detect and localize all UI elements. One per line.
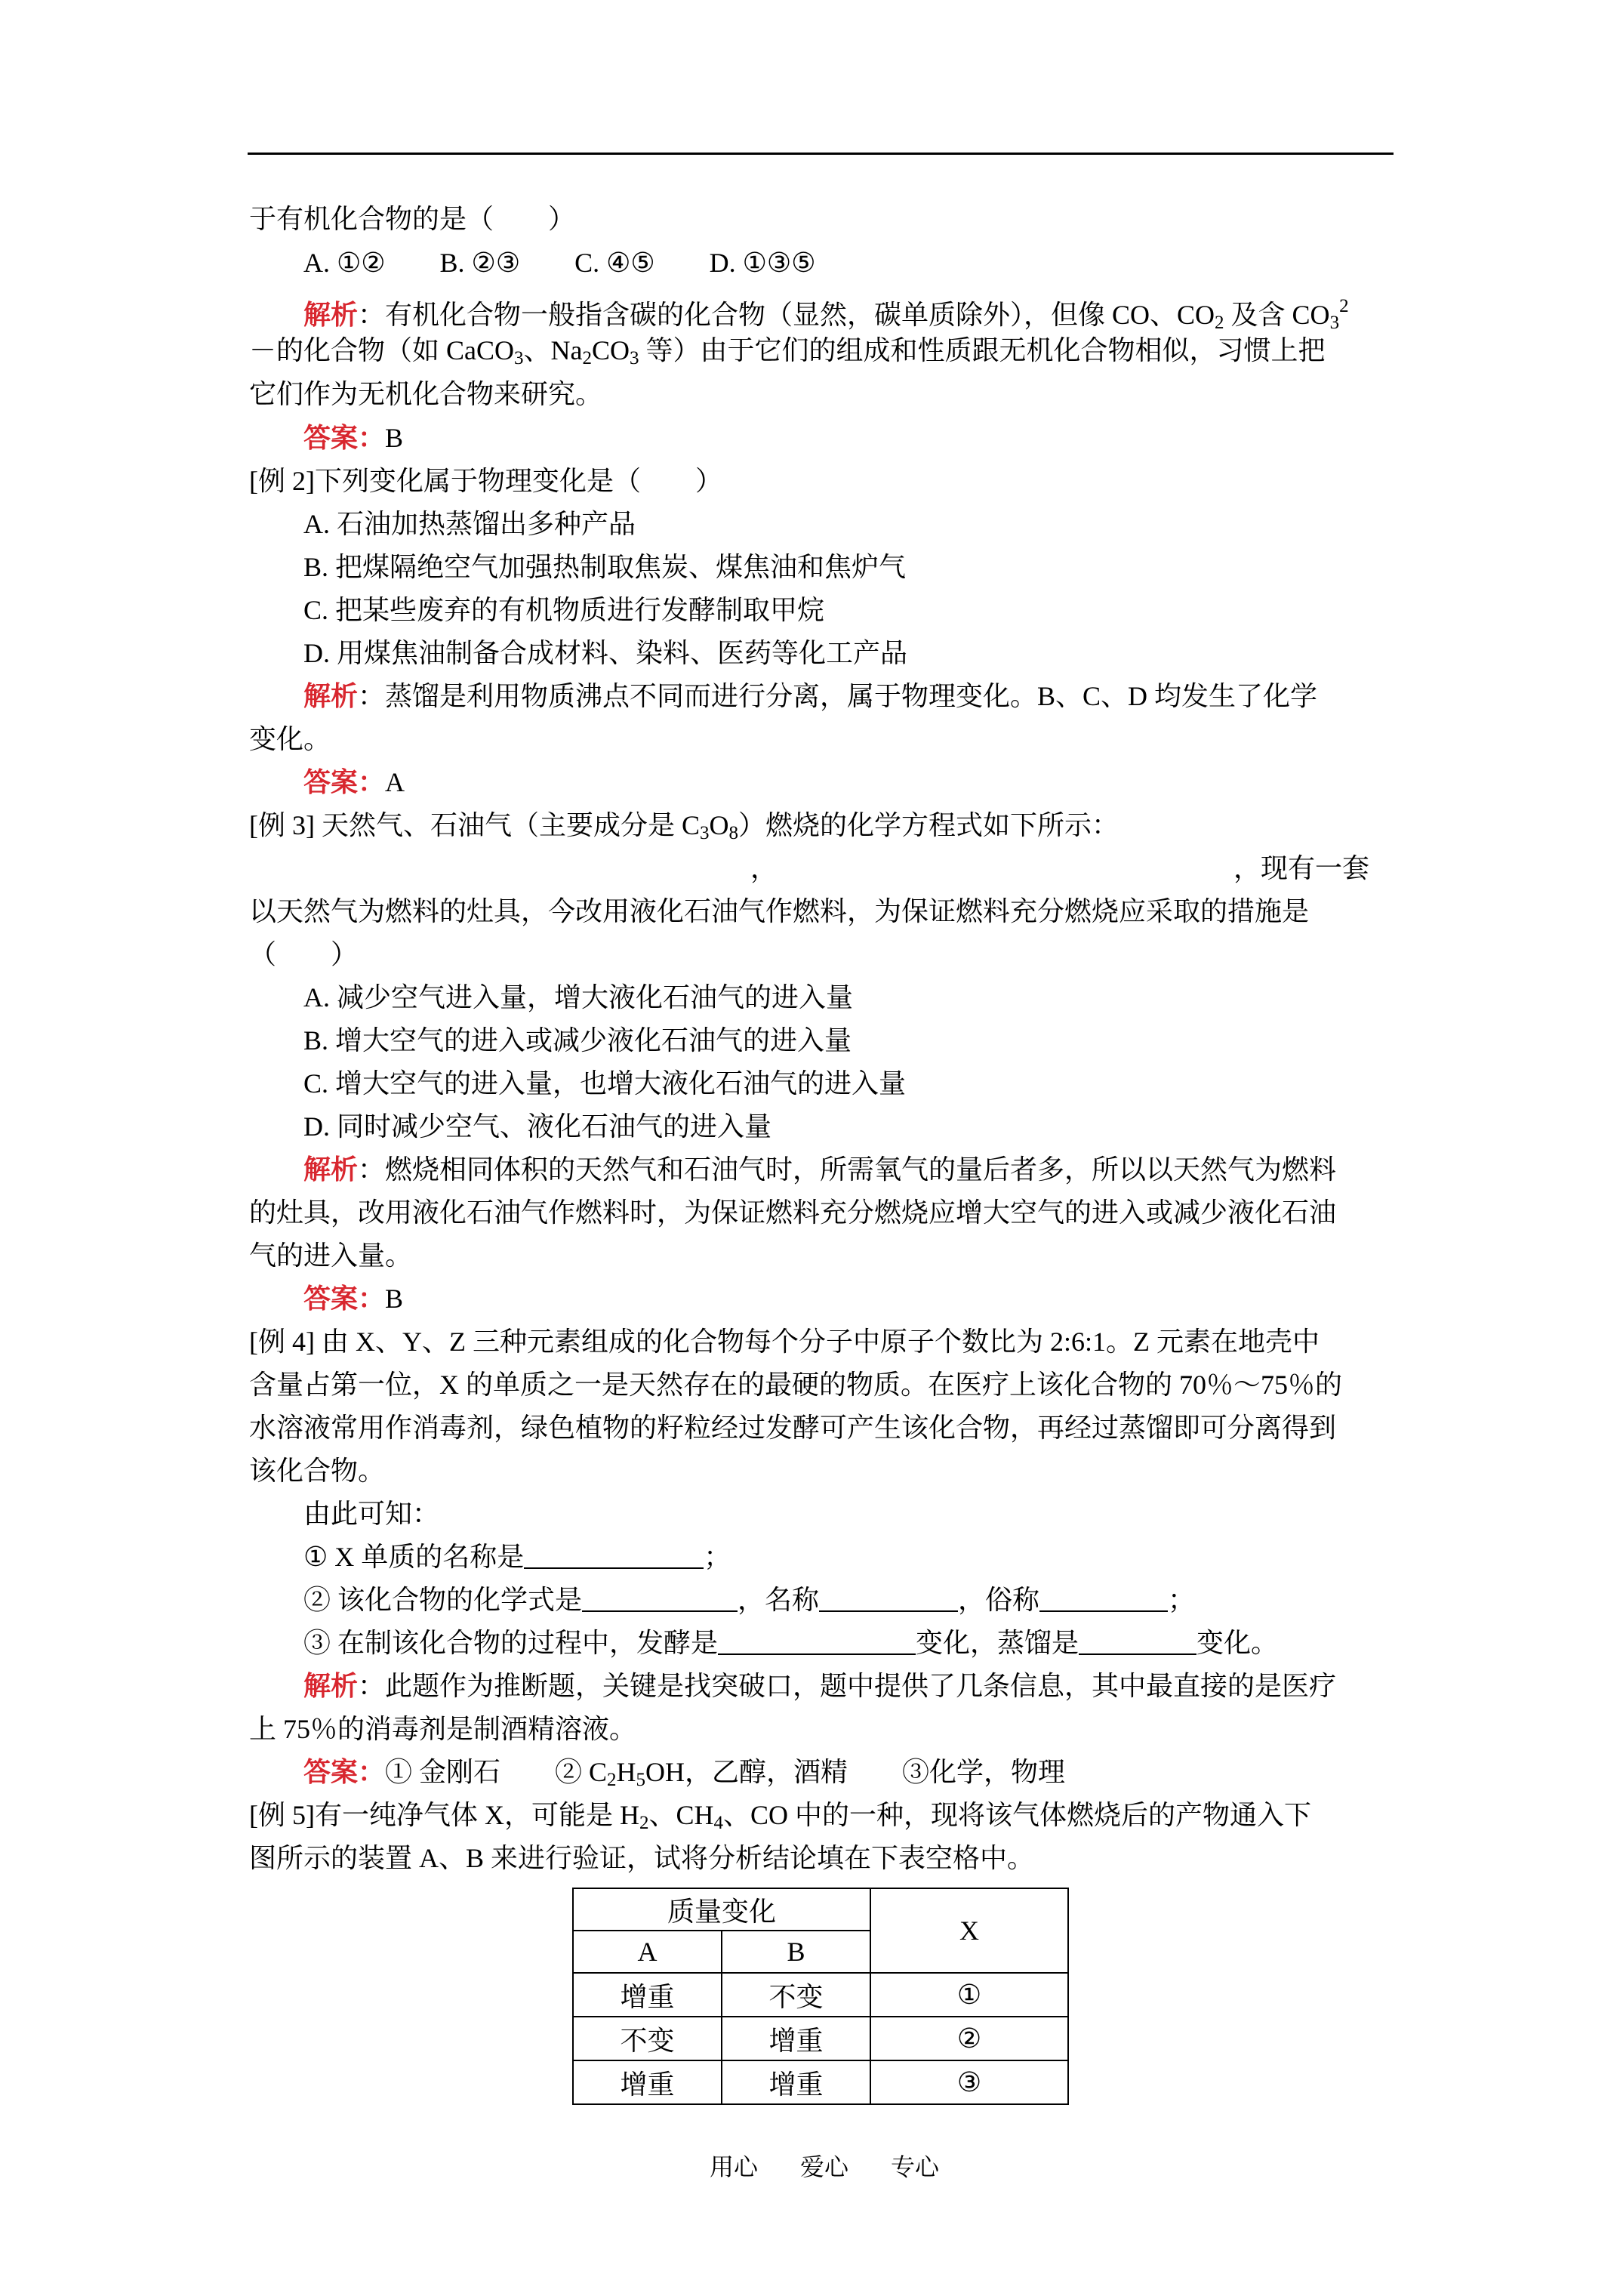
text-line: 由此可知： — [303, 1499, 440, 1529]
analysis-label: 解析 — [303, 681, 359, 711]
option-b: B. 增大空气的进入或减少液化石油气的进入量 — [303, 1025, 852, 1056]
header-mass-change: 质量变化 — [573, 1888, 870, 1931]
table-row — [573, 2060, 1068, 2104]
question-title: [例 5]有一纯净气体 X，可能是 $H_2$、$CH_4$、CO 中的一种，现将该气体燃烧后的产物通入下 — [249, 1800, 1312, 1833]
header-x: X — [870, 1888, 1068, 1973]
page-footer: 用心 爱心 专心 — [710, 2153, 940, 2180]
text-line: 上 75％的消毒剂是制酒精溶液。 — [249, 1714, 637, 1744]
blank-field — [1039, 1588, 1168, 1612]
blank-field — [1079, 1631, 1196, 1655]
options-line: A. ①② B. ②③ C. ④⑤ D. ①③⑤ — [303, 248, 816, 278]
text-line: 含量占第一位，X 的单质之一是天然存在的最硬的物质。在医疗上该化合物的 70％～75％的 — [249, 1370, 1342, 1400]
analysis-label: 解析 — [303, 300, 359, 330]
answer-line: 答案：B — [303, 423, 404, 453]
header-b: B — [722, 1931, 870, 1973]
header-a: A — [573, 1931, 722, 1973]
blank-field — [819, 1588, 958, 1612]
answer-label: 答案： — [303, 767, 386, 797]
header-rule — [248, 153, 1394, 155]
equation-separator: ， — [750, 853, 778, 883]
cell-x: ③ — [870, 2060, 1068, 2104]
analysis-line: 解析：燃烧相同体积的天然气和石油气时，所需氧气的量后者多，所以以天然气为燃料 — [303, 1154, 1337, 1185]
analysis-line: 解析：有机化合物一般指含碳的化合物（显然，碳单质除外），但像 CO、$CO_2$ 及含 $CO_3^2$ — [303, 296, 1349, 333]
blank-field — [718, 1631, 916, 1655]
text-line: 水溶液常用作消毒剂，绿色植物的籽粒经过发酵可产生该化合物，再经过蒸馏即可分离得到 — [249, 1413, 1337, 1443]
cell-a: 不变 — [573, 2017, 722, 2060]
option-a: A. 减少空气进入量，增大液化石油气的进入量 — [303, 982, 853, 1012]
text-line: 于有机化合物的是（ ） — [249, 204, 576, 234]
result-table — [572, 1888, 1069, 2105]
answer-line: 答案：① 金刚石 ② $C_2H_5OH$，乙醇，酒精 ③化学，物理 — [303, 1757, 1066, 1790]
option-d: D. 同时减少空气、液化石油气的进入量 — [303, 1111, 771, 1142]
cell-b: 增重 — [722, 2017, 870, 2060]
analysis-line: 解析：蒸馏是利用物质沸点不同而进行分离，属于物理变化。B、C、D 均发生了化学 — [303, 681, 1318, 711]
cell-x: ① — [870, 1973, 1068, 2017]
option-b: B. 把煤隔绝空气加强热制取焦炭、煤焦油和焦炉气 — [303, 552, 907, 582]
fill-line: ② 该化合物的化学式是 ，名称 ，俗称 ； — [303, 1585, 1196, 1615]
cell-b: 不变 — [722, 1973, 870, 2017]
cell-a: 增重 — [573, 1973, 722, 2017]
option-c: C. 增大空气的进入量，也增大液化石油气的进入量 — [303, 1068, 907, 1099]
cell-x: ② — [870, 2017, 1068, 2060]
cell-b: 增重 — [722, 2060, 870, 2104]
question-title: [例 3] 天然气、石油气（主要成分是 $C_3O_8$）燃烧的化学方程式如下所示： — [249, 810, 1119, 843]
text-line: －的化合物（如 CaCO$_3$、$Na_2CO_3$ 等）由于它们的组成和性质跟无机化合物相似，习惯上把 — [249, 335, 1326, 368]
answer-label: 答案： — [303, 1284, 386, 1314]
analysis-label: 解析 — [303, 1154, 359, 1185]
blank-field — [524, 1545, 704, 1569]
cell-a: 增重 — [573, 2060, 722, 2104]
answer-label: 答案： — [303, 1757, 386, 1787]
text-line: 气的进入量。 — [249, 1240, 413, 1271]
analysis-label: 解析 — [303, 1671, 359, 1701]
answer-label: 答案： — [303, 423, 386, 453]
question-title: [例 2]下列变化属于物理变化是（ ） — [249, 466, 722, 496]
blank-field — [582, 1588, 738, 1612]
answer-line: 答案：A — [303, 767, 405, 797]
table-row — [573, 1973, 1068, 2017]
text-line: （ ） — [249, 939, 359, 969]
text-line: 它们作为无机化合物来研究。 — [249, 379, 603, 409]
fill-line: ③ 在制该化合物的过程中，发酵是 变化，蒸馏是 变化。 — [303, 1628, 1279, 1658]
answer-line: 答案：B — [303, 1284, 404, 1314]
option-d: D. 用煤焦油制备合成材料、染料、医药等化工产品 — [303, 638, 907, 668]
text-line: 的灶具，改用液化石油气作燃料时，为保证燃料充分燃烧应增大空气的进入或减少液化石油 — [249, 1197, 1337, 1228]
question-title: [例 4] 由 X、Y、Z 三种元素组成的化合物每个分子中原子个数比为 2:6:1。Z 元素在地壳中 — [249, 1327, 1320, 1357]
option-a: A. 石油加热蒸馏出多种产品 — [303, 509, 636, 539]
text-line: 变化。 — [249, 724, 331, 754]
text-line: 以天然气为燃料的灶具，今改用液化石油气作燃料，为保证燃料充分燃烧应采取的措施是 — [249, 896, 1310, 926]
fill-line: ① X 单质的名称是 ； — [303, 1542, 731, 1572]
text-line: 图所示的装置 A、B 来进行验证，试将分析结论填在下表空格中。 — [249, 1843, 1035, 1873]
text-line: ，现有一套 — [1233, 853, 1370, 883]
option-c: C. 把某些废弃的有机物质进行发酵制取甲烷 — [303, 595, 825, 625]
analysis-line: 解析：此题作为推断题，关键是找突破口，题中提供了几条信息，其中最直接的是医疗 — [303, 1671, 1337, 1701]
text-line: 该化合物。 — [249, 1456, 386, 1486]
table-row — [573, 2017, 1068, 2060]
